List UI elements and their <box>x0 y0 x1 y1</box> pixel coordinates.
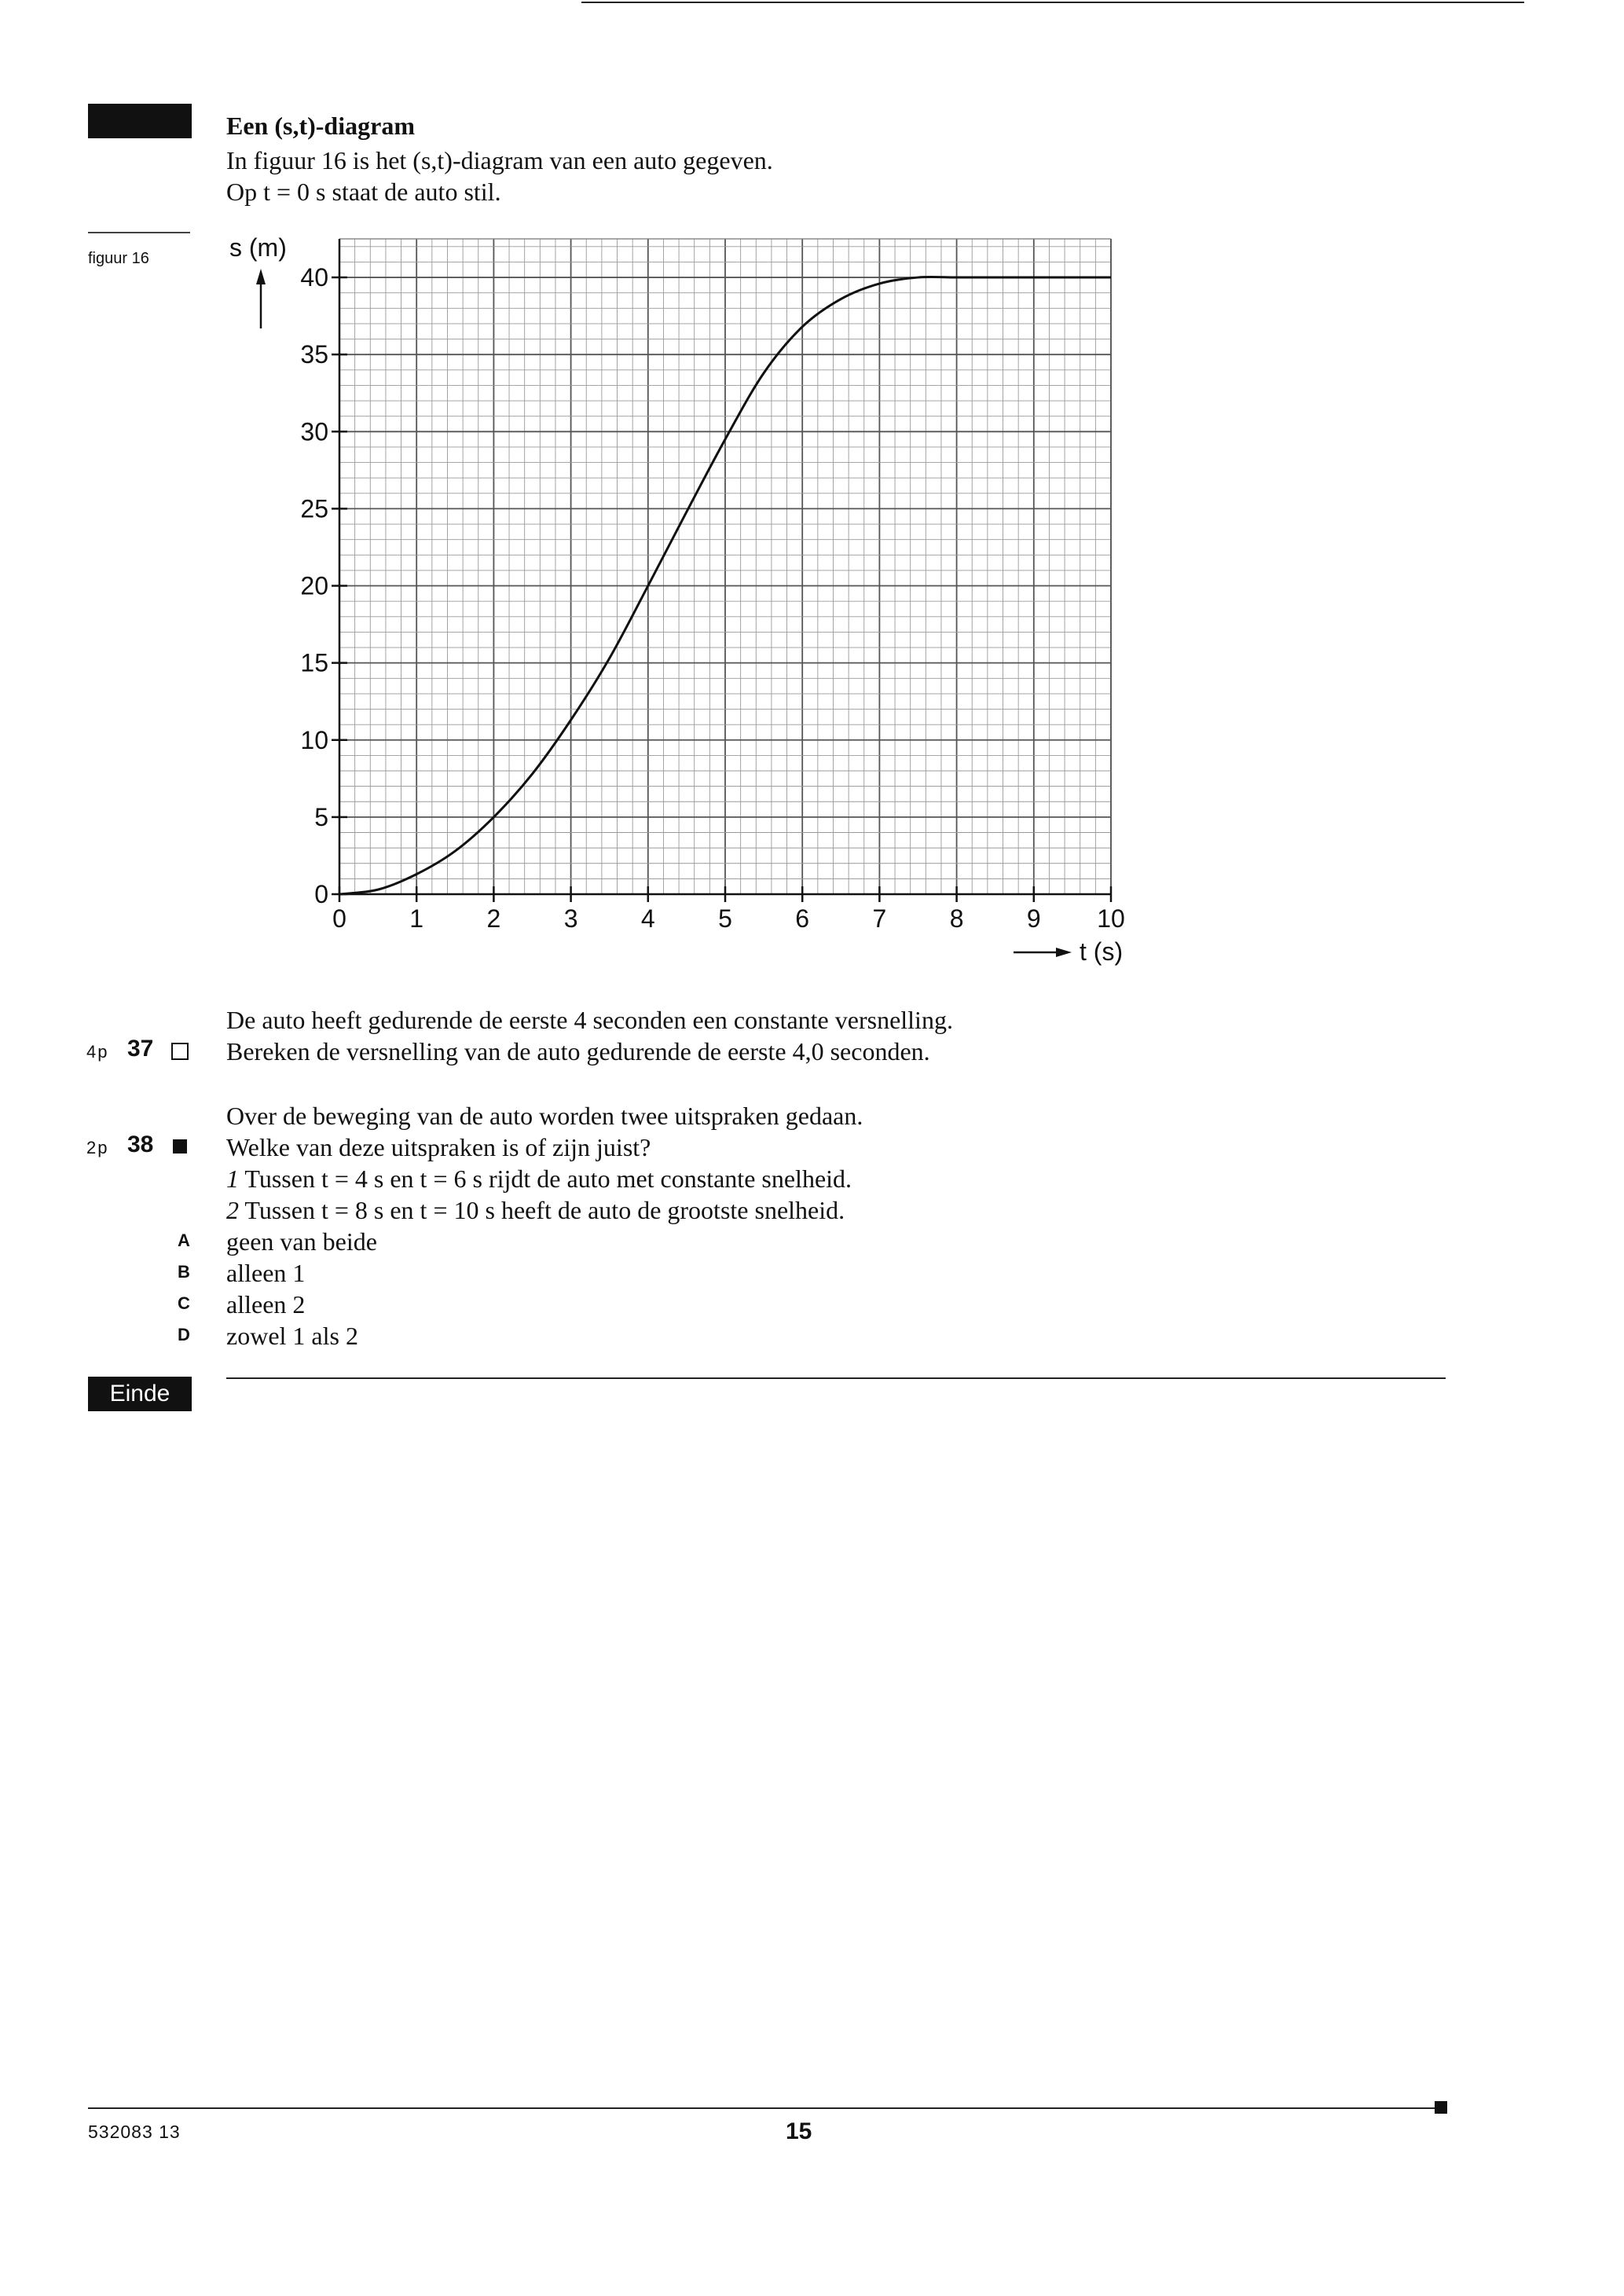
option-b-text[interactable]: alleen 1 <box>226 1259 306 1287</box>
y-tick-label: 20 <box>300 571 328 600</box>
y-tick-label: 40 <box>300 263 328 292</box>
x-tick-label: 9 <box>1026 904 1041 933</box>
figure-label: figuur 16 <box>88 250 149 267</box>
y-tick-label: 25 <box>300 494 328 523</box>
footer-code: 532083 13 <box>88 2122 181 2142</box>
option-a-letter: A <box>178 1231 190 1250</box>
intro-line-1: In figuur 16 is het (s,t)-diagram van een auto gegeven. <box>226 146 773 174</box>
statement-text: Tussen t = 8 s en t = 10 s heeft de auto de grootste snelheid. <box>244 1196 845 1224</box>
text-before-q38: Over de beweging van de auto worden twee uitspraken gedaan. <box>226 1102 863 1130</box>
statement-text: Tussen t = 4 s en t = 6 s rijdt de auto met constante snelheid. <box>244 1165 852 1193</box>
x-axis-label: t (s) <box>1080 937 1124 966</box>
section-marker <box>88 104 192 138</box>
option-d-text[interactable]: zowel 1 als 2 <box>226 1322 358 1350</box>
x-tick-label: 8 <box>949 904 964 933</box>
q37-checkbox[interactable] <box>171 1043 189 1060</box>
x-tick-label: 3 <box>563 904 578 933</box>
page-number: 15 <box>786 2118 812 2144</box>
statement-number: 2 <box>226 1196 239 1224</box>
x-tick-label: 10 <box>1097 904 1125 933</box>
top-rule <box>581 2 1524 3</box>
option-c-letter: C <box>178 1293 190 1313</box>
x-tick-label: 7 <box>872 904 887 933</box>
intro-line-2: Op t = 0 s staat de auto stil. <box>226 178 501 206</box>
q38-statement-2 <box>226 1194 845 1226</box>
option-c-text[interactable]: alleen 2 <box>226 1290 306 1319</box>
s-t-diagram <box>220 228 1147 982</box>
y-tick-label: 0 <box>314 880 328 908</box>
option-b-letter: B <box>178 1262 190 1282</box>
end-badge: Einde <box>88 1377 192 1411</box>
x-tick-label: 1 <box>409 904 424 933</box>
q38-checkbox[interactable] <box>173 1139 187 1154</box>
x-tick-label: 5 <box>718 904 732 933</box>
q38-statement-1 <box>226 1163 852 1194</box>
q37-number: 37 <box>127 1036 154 1062</box>
y-tick-label: 15 <box>300 648 328 677</box>
text-before-q37: De auto heeft gedurende de eerste 4 seconden een constante versnelling. <box>226 1006 953 1034</box>
y-axis-label: s (m) <box>229 233 287 262</box>
q37-points: 4p <box>86 1042 109 1062</box>
q38-number: 38 <box>127 1131 154 1157</box>
y-axis-arrow <box>256 269 266 328</box>
figure-rule <box>88 232 190 233</box>
q38-points: 2p <box>86 1138 109 1157</box>
option-d-letter: D <box>178 1325 190 1344</box>
x-axis-arrow <box>1014 948 1072 957</box>
x-tick-label: 0 <box>332 904 346 933</box>
section-title: Een (s,t)-diagram <box>226 112 415 140</box>
end-rule <box>226 1377 1446 1379</box>
footer-rule <box>88 2107 1446 2109</box>
y-tick-label: 5 <box>314 802 328 831</box>
y-tick-label: 35 <box>300 340 328 369</box>
y-tick-label: 10 <box>300 725 328 754</box>
statement-number: 1 <box>226 1165 239 1193</box>
q38-text: Welke van deze uitspraken is of zijn juist? <box>226 1133 651 1161</box>
option-a-text[interactable]: geen van beide <box>226 1227 377 1256</box>
x-tick-label: 4 <box>640 904 655 933</box>
q37-text: Bereken de versnelling van de auto gedurende de eerste 4,0 seconden. <box>226 1037 930 1065</box>
footer-square <box>1435 2101 1447 2114</box>
x-tick-label: 6 <box>795 904 810 933</box>
y-tick-label: 30 <box>300 417 328 446</box>
x-tick-label: 2 <box>486 904 501 933</box>
